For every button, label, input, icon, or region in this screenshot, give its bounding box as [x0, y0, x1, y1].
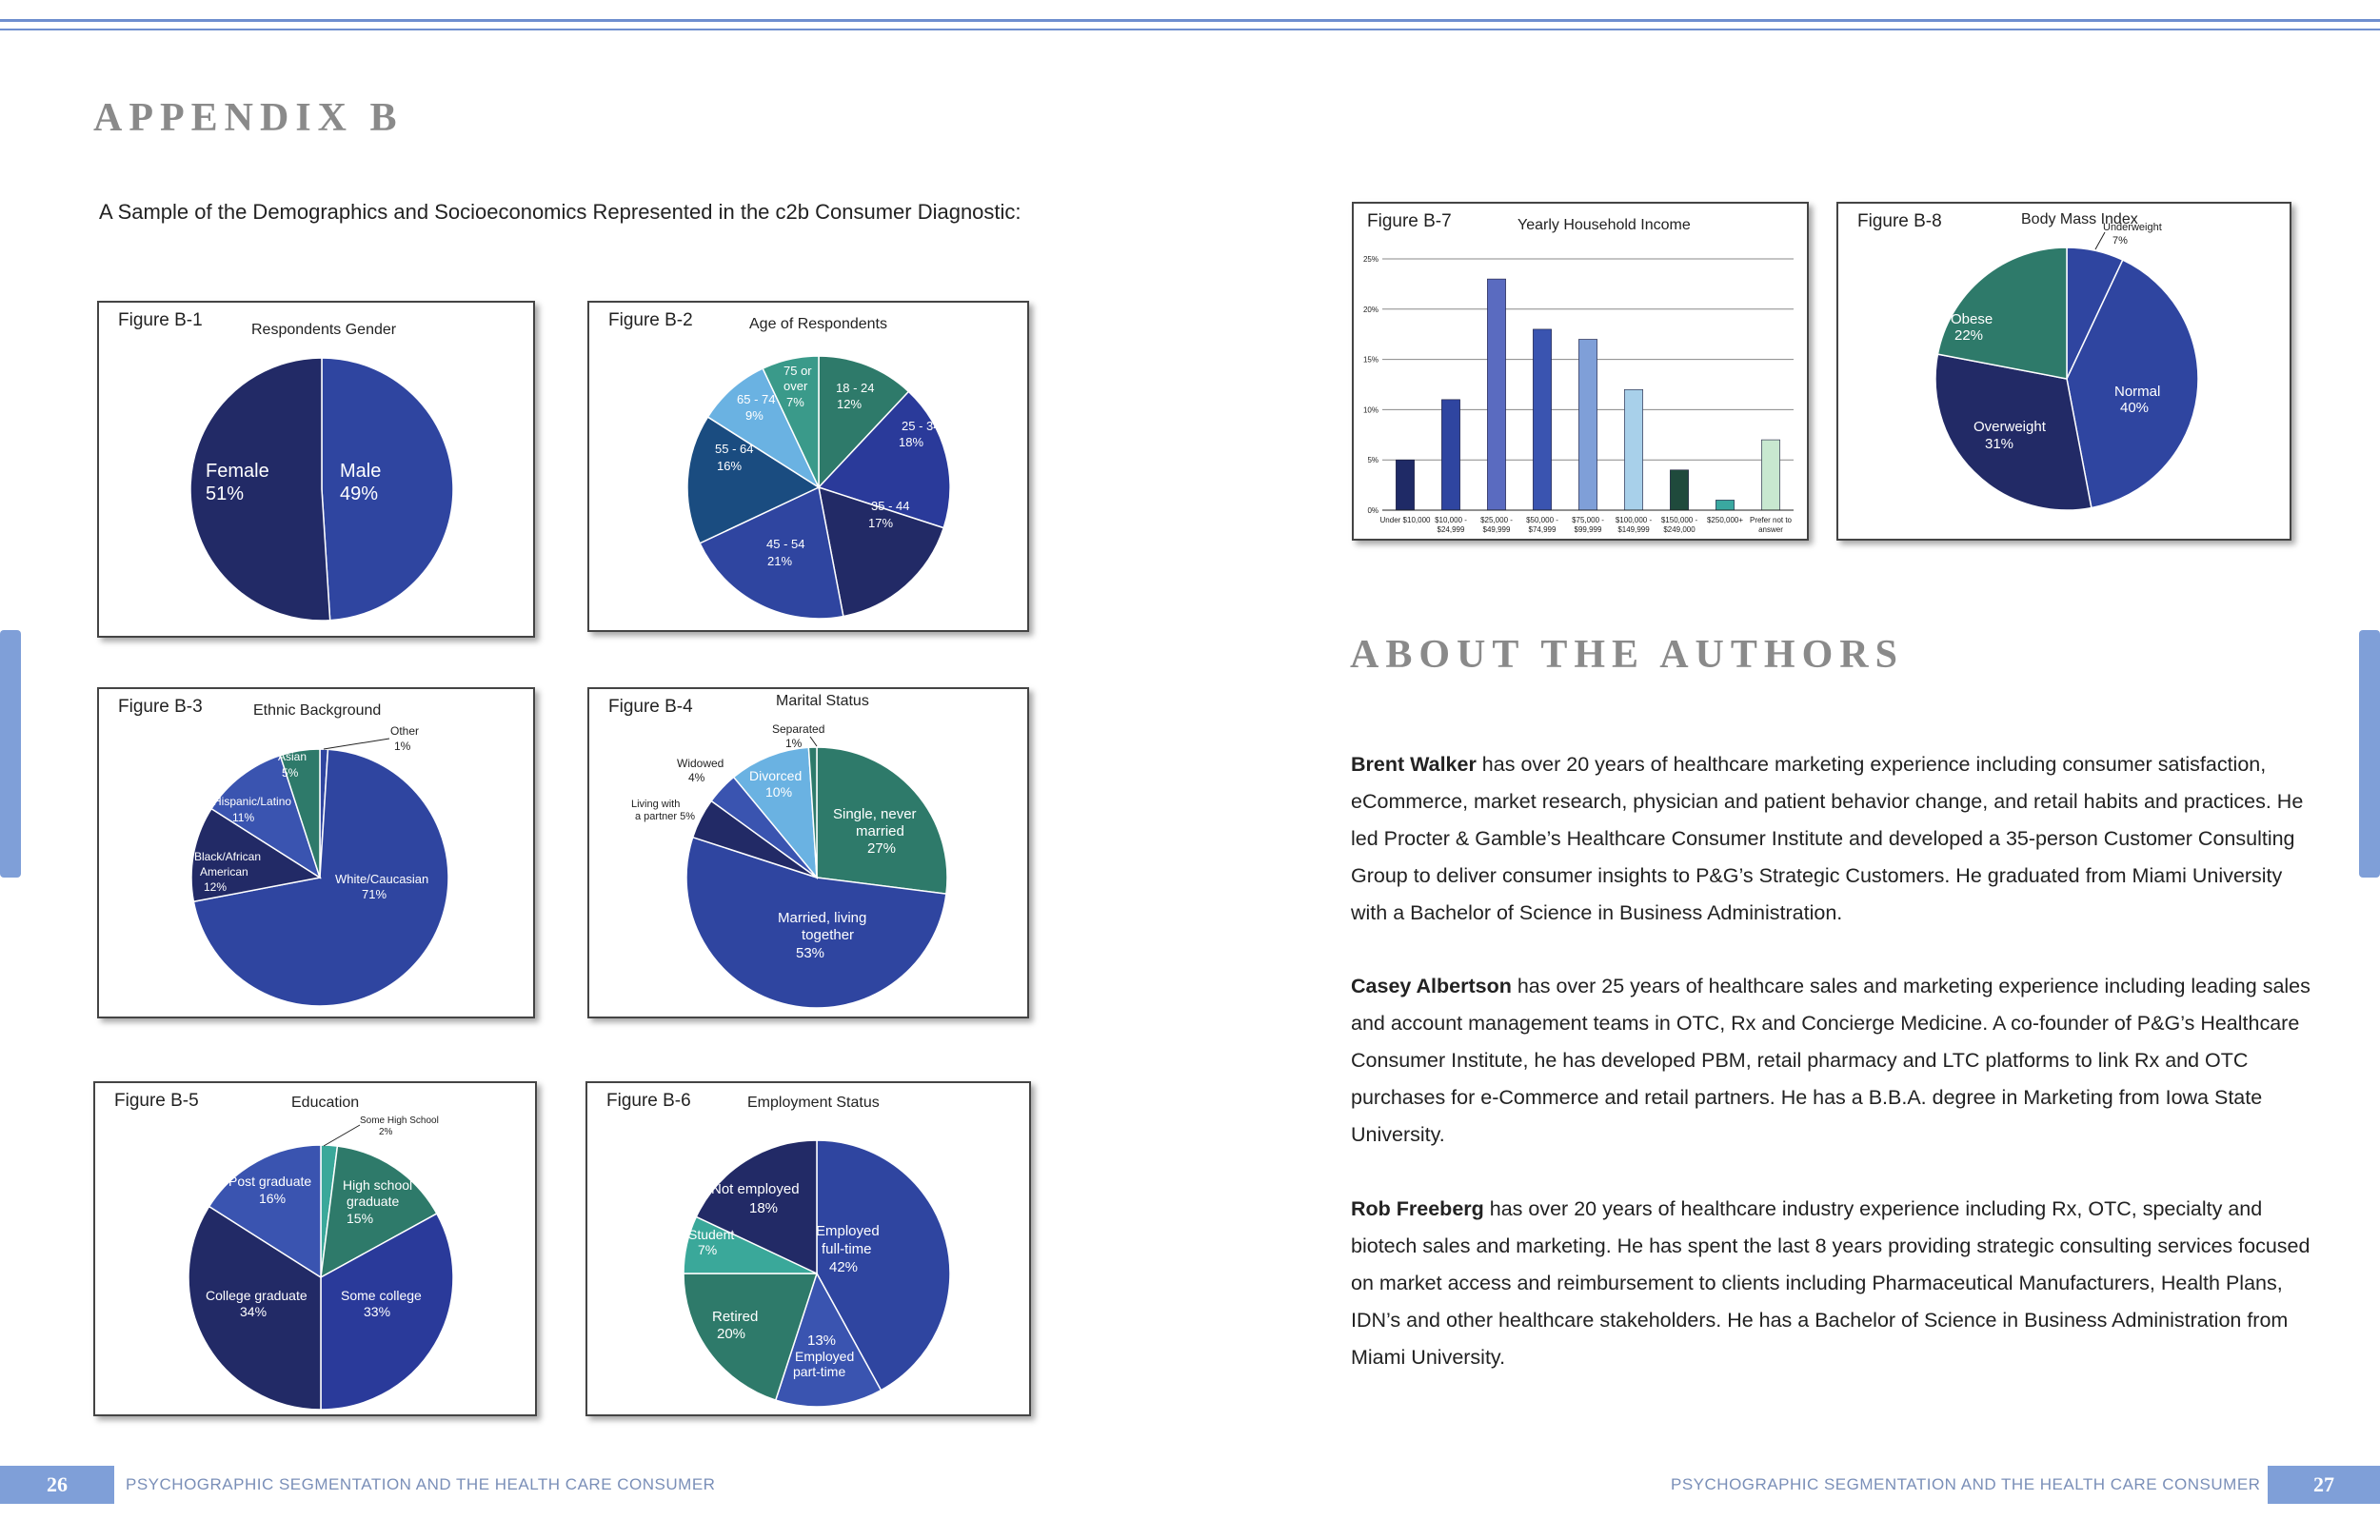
- pie-label: 12%: [204, 880, 228, 894]
- pie-label: American: [200, 865, 248, 879]
- intro-text: A Sample of the Demographics and Socioeconomics Represented in the c2b Consumer Diagnostic:: [99, 200, 1021, 224]
- author-text: has over 20 years of healthcare marketing experience including consumer satisfaction, eCommerce, market research, physician and patient behavior change, and retail habits and practices. He led Procter & Gamble’s Healthcare Consumer Institute and developed a 35-person Customer Consulting Group to deliver consumer insights to P&G’s Strategic Customers. He graduated from Miami University with a Bachelor of Science in Business Administration.: [1351, 753, 2304, 924]
- education-pie-chart: [95, 1083, 535, 1414]
- pie-label: 10%: [765, 784, 793, 800]
- pie-label: Widowed: [677, 757, 724, 770]
- pie-label: Single, never: [833, 806, 917, 822]
- pie-label: 49%: [340, 484, 379, 504]
- age-pie-chart: [589, 303, 1027, 630]
- figure-b2: [587, 301, 1029, 632]
- x-tick-label: $24,999: [1437, 525, 1465, 534]
- x-tick-label: $25,000 -: [1480, 516, 1513, 524]
- pie-label: 34%: [240, 1304, 268, 1319]
- author-bio-freeberg: [1351, 1191, 2312, 1376]
- pie-label: Employed: [795, 1349, 855, 1364]
- page-number-left: 26: [0, 1466, 114, 1504]
- leader-line: [324, 739, 389, 749]
- pie-label: Other: [390, 724, 420, 738]
- pie-label: 27%: [867, 840, 897, 857]
- pie-label: Not employed: [711, 1181, 800, 1197]
- pie-label: Post graduate: [228, 1174, 312, 1189]
- pie-label: 1%: [394, 740, 411, 753]
- y-tick-label: 5%: [1367, 456, 1378, 465]
- author-name: Rob Freeberg: [1351, 1197, 1484, 1220]
- bar-5: [1624, 389, 1642, 510]
- pie-label: 71%: [362, 887, 387, 901]
- pie-label: Employed: [816, 1223, 880, 1239]
- pie-label: 40%: [2120, 400, 2150, 416]
- pie-label: 2%: [379, 1127, 393, 1137]
- pie-label: graduate: [347, 1194, 400, 1209]
- x-tick-label: $75,000 -: [1572, 516, 1604, 524]
- pie-label: 1%: [785, 737, 803, 750]
- pie-label: College graduate: [206, 1288, 307, 1303]
- pie-label: 9%: [745, 408, 764, 423]
- pie-label: Student: [688, 1227, 735, 1242]
- pie-label: White/Caucasian: [335, 872, 429, 886]
- pie-label: 25 - 34: [902, 419, 941, 433]
- pie-label: 75 or: [783, 364, 812, 378]
- pie-label: 16%: [717, 459, 743, 473]
- income-bar-chart: [1354, 204, 1807, 539]
- pie-label: 18%: [899, 435, 924, 449]
- pie-label: Some college: [341, 1288, 422, 1303]
- author-name: Brent Walker: [1351, 753, 1477, 776]
- pie-label: Hispanic/Latino: [213, 795, 292, 808]
- about-authors-heading: ABOUT THE AUTHORS: [1350, 633, 1904, 677]
- bar-2: [1487, 279, 1505, 510]
- pie-label: 53%: [796, 945, 825, 961]
- pie-label: Underweight: [2103, 222, 2162, 233]
- pie-label: 7%: [786, 395, 804, 409]
- left-page-tab: [0, 630, 21, 878]
- author-name: Casey Albertson: [1351, 975, 1512, 997]
- pie-label: a partner 5%: [635, 811, 695, 822]
- y-tick-label: 0%: [1367, 506, 1378, 515]
- pie-label: Married, living: [778, 910, 867, 926]
- x-tick-label: $10,000 -: [1435, 516, 1467, 524]
- appendix-heading: APPENDIX B: [93, 96, 404, 140]
- y-tick-label: 10%: [1362, 405, 1378, 415]
- pie-label: over: [783, 379, 808, 393]
- pie-label: Male: [340, 461, 382, 482]
- figure-label: Figure B-4: [608, 697, 693, 717]
- y-tick-label: 15%: [1362, 355, 1378, 365]
- employment-pie-chart: [587, 1083, 1029, 1414]
- figure-label: Figure B-8: [1857, 211, 1942, 231]
- figure-label: Figure B-3: [118, 697, 203, 717]
- figure-title: Marital Status: [776, 693, 869, 709]
- figure-label: Figure B-1: [118, 310, 203, 330]
- x-tick-label: $99,999: [1574, 525, 1602, 534]
- pie-label: 18%: [749, 1200, 779, 1216]
- author-bio-albertson: [1351, 968, 2312, 1154]
- pie-label: 17%: [868, 516, 894, 530]
- figure-title: Yearly Household Income: [1517, 217, 1691, 233]
- running-footer-right: PSYCHOGRAPHIC SEGMENTATION AND THE HEALTH CARE CONSUMER: [1671, 1475, 2261, 1493]
- pie-label: 16%: [259, 1191, 287, 1206]
- y-tick-label: 20%: [1362, 305, 1378, 314]
- x-tick-label: $149,999: [1617, 525, 1650, 534]
- figure-title: Ethnic Background: [253, 702, 382, 719]
- pie-label: High school: [343, 1177, 413, 1193]
- pie-label: Obese: [1951, 311, 1993, 327]
- x-tick-label: answer: [1758, 525, 1783, 534]
- pie-label: 45 - 54: [766, 537, 805, 551]
- pie-label: 7%: [2112, 235, 2128, 247]
- figure-b8: [1836, 202, 2291, 541]
- bar-1: [1441, 400, 1459, 510]
- pie-label: married: [856, 823, 904, 839]
- figure-b5: [93, 1081, 537, 1416]
- leader-line: [324, 1125, 360, 1146]
- figure-b3: [97, 687, 535, 1018]
- pie-label: 18 - 24: [836, 381, 875, 395]
- bmi-pie-chart: [1838, 204, 2290, 539]
- pie-label: Asian: [278, 750, 307, 763]
- pie-label: 15%: [347, 1211, 374, 1226]
- leader-line: [2095, 232, 2105, 249]
- x-tick-label: $249,000: [1663, 525, 1696, 534]
- pie-label: 33%: [364, 1304, 391, 1319]
- figure-b7: [1352, 202, 1809, 541]
- pie-label: 4%: [688, 771, 705, 784]
- gender-pie-chart: [99, 303, 533, 636]
- pie-label: Retired: [712, 1309, 759, 1325]
- pie-label: Female: [206, 461, 269, 482]
- pie-label: 35 - 44: [871, 499, 910, 513]
- pie-label: Separated: [772, 722, 825, 736]
- x-tick-label: $74,999: [1528, 525, 1557, 534]
- x-tick-label: Under $10,000: [1379, 516, 1431, 524]
- pie-label: 51%: [206, 484, 245, 504]
- figure-title: Respondents Gender: [251, 322, 397, 338]
- pie-label: Normal: [2114, 384, 2161, 400]
- figure-b4: [587, 687, 1029, 1018]
- figure-title: Education: [291, 1095, 360, 1111]
- pie-label: 65 - 74: [737, 392, 776, 406]
- top-rule-2: [0, 29, 2380, 30]
- marital-pie-chart: [589, 689, 1027, 1017]
- leader-line: [810, 737, 817, 746]
- figure-label: Figure B-7: [1367, 211, 1452, 231]
- pie-label: Living with: [631, 799, 681, 810]
- page-number-right: 27: [2268, 1466, 2380, 1504]
- pie-label: 31%: [1985, 436, 2014, 452]
- pie-label: 42%: [829, 1259, 859, 1275]
- ethnic-pie-chart: [99, 689, 533, 1017]
- x-tick-label: $250,000+: [1706, 516, 1744, 524]
- figure-label: Figure B-6: [606, 1091, 691, 1111]
- pie-label: 11%: [232, 811, 255, 824]
- bar-8: [1761, 440, 1779, 510]
- author-text: has over 20 years of healthcare industry experience including Rx, OTC, specialty and biotech sales and marketing. He has spent the last 8 years providing strategic consulting services focused on market access and reimbursement to clients including Pharmaceutical Manufacturers, Health Plans, IDN’s and other healthcare stakeholders. He has a Bachelor of Science in Business Administration from Miami University.: [1351, 1197, 2311, 1369]
- bar-4: [1578, 339, 1597, 510]
- figure-title: Age of Respondents: [749, 316, 887, 332]
- pie-label: 7%: [698, 1242, 718, 1257]
- figure-b6: [585, 1081, 1031, 1416]
- pie-label: Some High School: [360, 1116, 439, 1126]
- pie-label: 20%: [717, 1326, 746, 1342]
- figure-title: Employment Status: [747, 1095, 880, 1111]
- pie-label: together: [802, 927, 855, 943]
- bar-6: [1670, 470, 1688, 510]
- pie-label: Divorced: [749, 768, 803, 783]
- author-bio-walker: [1351, 746, 2312, 932]
- bar-7: [1716, 500, 1734, 510]
- x-tick-label: $49,999: [1482, 525, 1511, 534]
- pie-label: 5%: [282, 766, 299, 780]
- figure-label: Figure B-5: [114, 1091, 199, 1111]
- y-tick-label: 25%: [1362, 255, 1378, 264]
- pie-label: Overweight: [1973, 419, 2046, 435]
- pie-label: 55 - 64: [715, 442, 754, 456]
- pie-label: 13%: [807, 1333, 837, 1349]
- running-footer-left: PSYCHOGRAPHIC SEGMENTATION AND THE HEALTH CARE CONSUMER: [126, 1475, 716, 1493]
- figure-b1: [97, 301, 535, 638]
- right-page-tab: [2359, 630, 2380, 878]
- pie-label: full-time: [822, 1241, 872, 1257]
- x-tick-label: $50,000 -: [1526, 516, 1558, 524]
- pie-label: part-time: [793, 1364, 846, 1379]
- x-tick-label: Prefer not to: [1749, 516, 1793, 524]
- figure-title: Body Mass Index: [2021, 211, 2138, 227]
- x-tick-label: $100,000 -: [1615, 516, 1653, 524]
- figure-label: Figure B-2: [608, 310, 693, 330]
- author-text: has over 25 years of healthcare sales and marketing experience including leading sales and account management teams in OTC, Rx and Concierge Medicine. A co-founder of P&G’s Healthcare Consumer Institute, he has developed PBM, retail pharmacy and LTC platforms to link Rx and OTC purchases for e-Commerce and retail partners. He has a B.B.A. degree in Marketing from Iowa State University.: [1351, 975, 2311, 1146]
- bar-3: [1533, 329, 1551, 510]
- pie-label: 22%: [1954, 327, 1984, 344]
- bar-0: [1396, 460, 1414, 510]
- pie-label: Black/African: [194, 850, 262, 863]
- top-rule: [0, 19, 2380, 22]
- pie-label: 21%: [767, 554, 793, 568]
- x-tick-label: $150,000 -: [1660, 516, 1698, 524]
- pie-label: 12%: [837, 397, 863, 411]
